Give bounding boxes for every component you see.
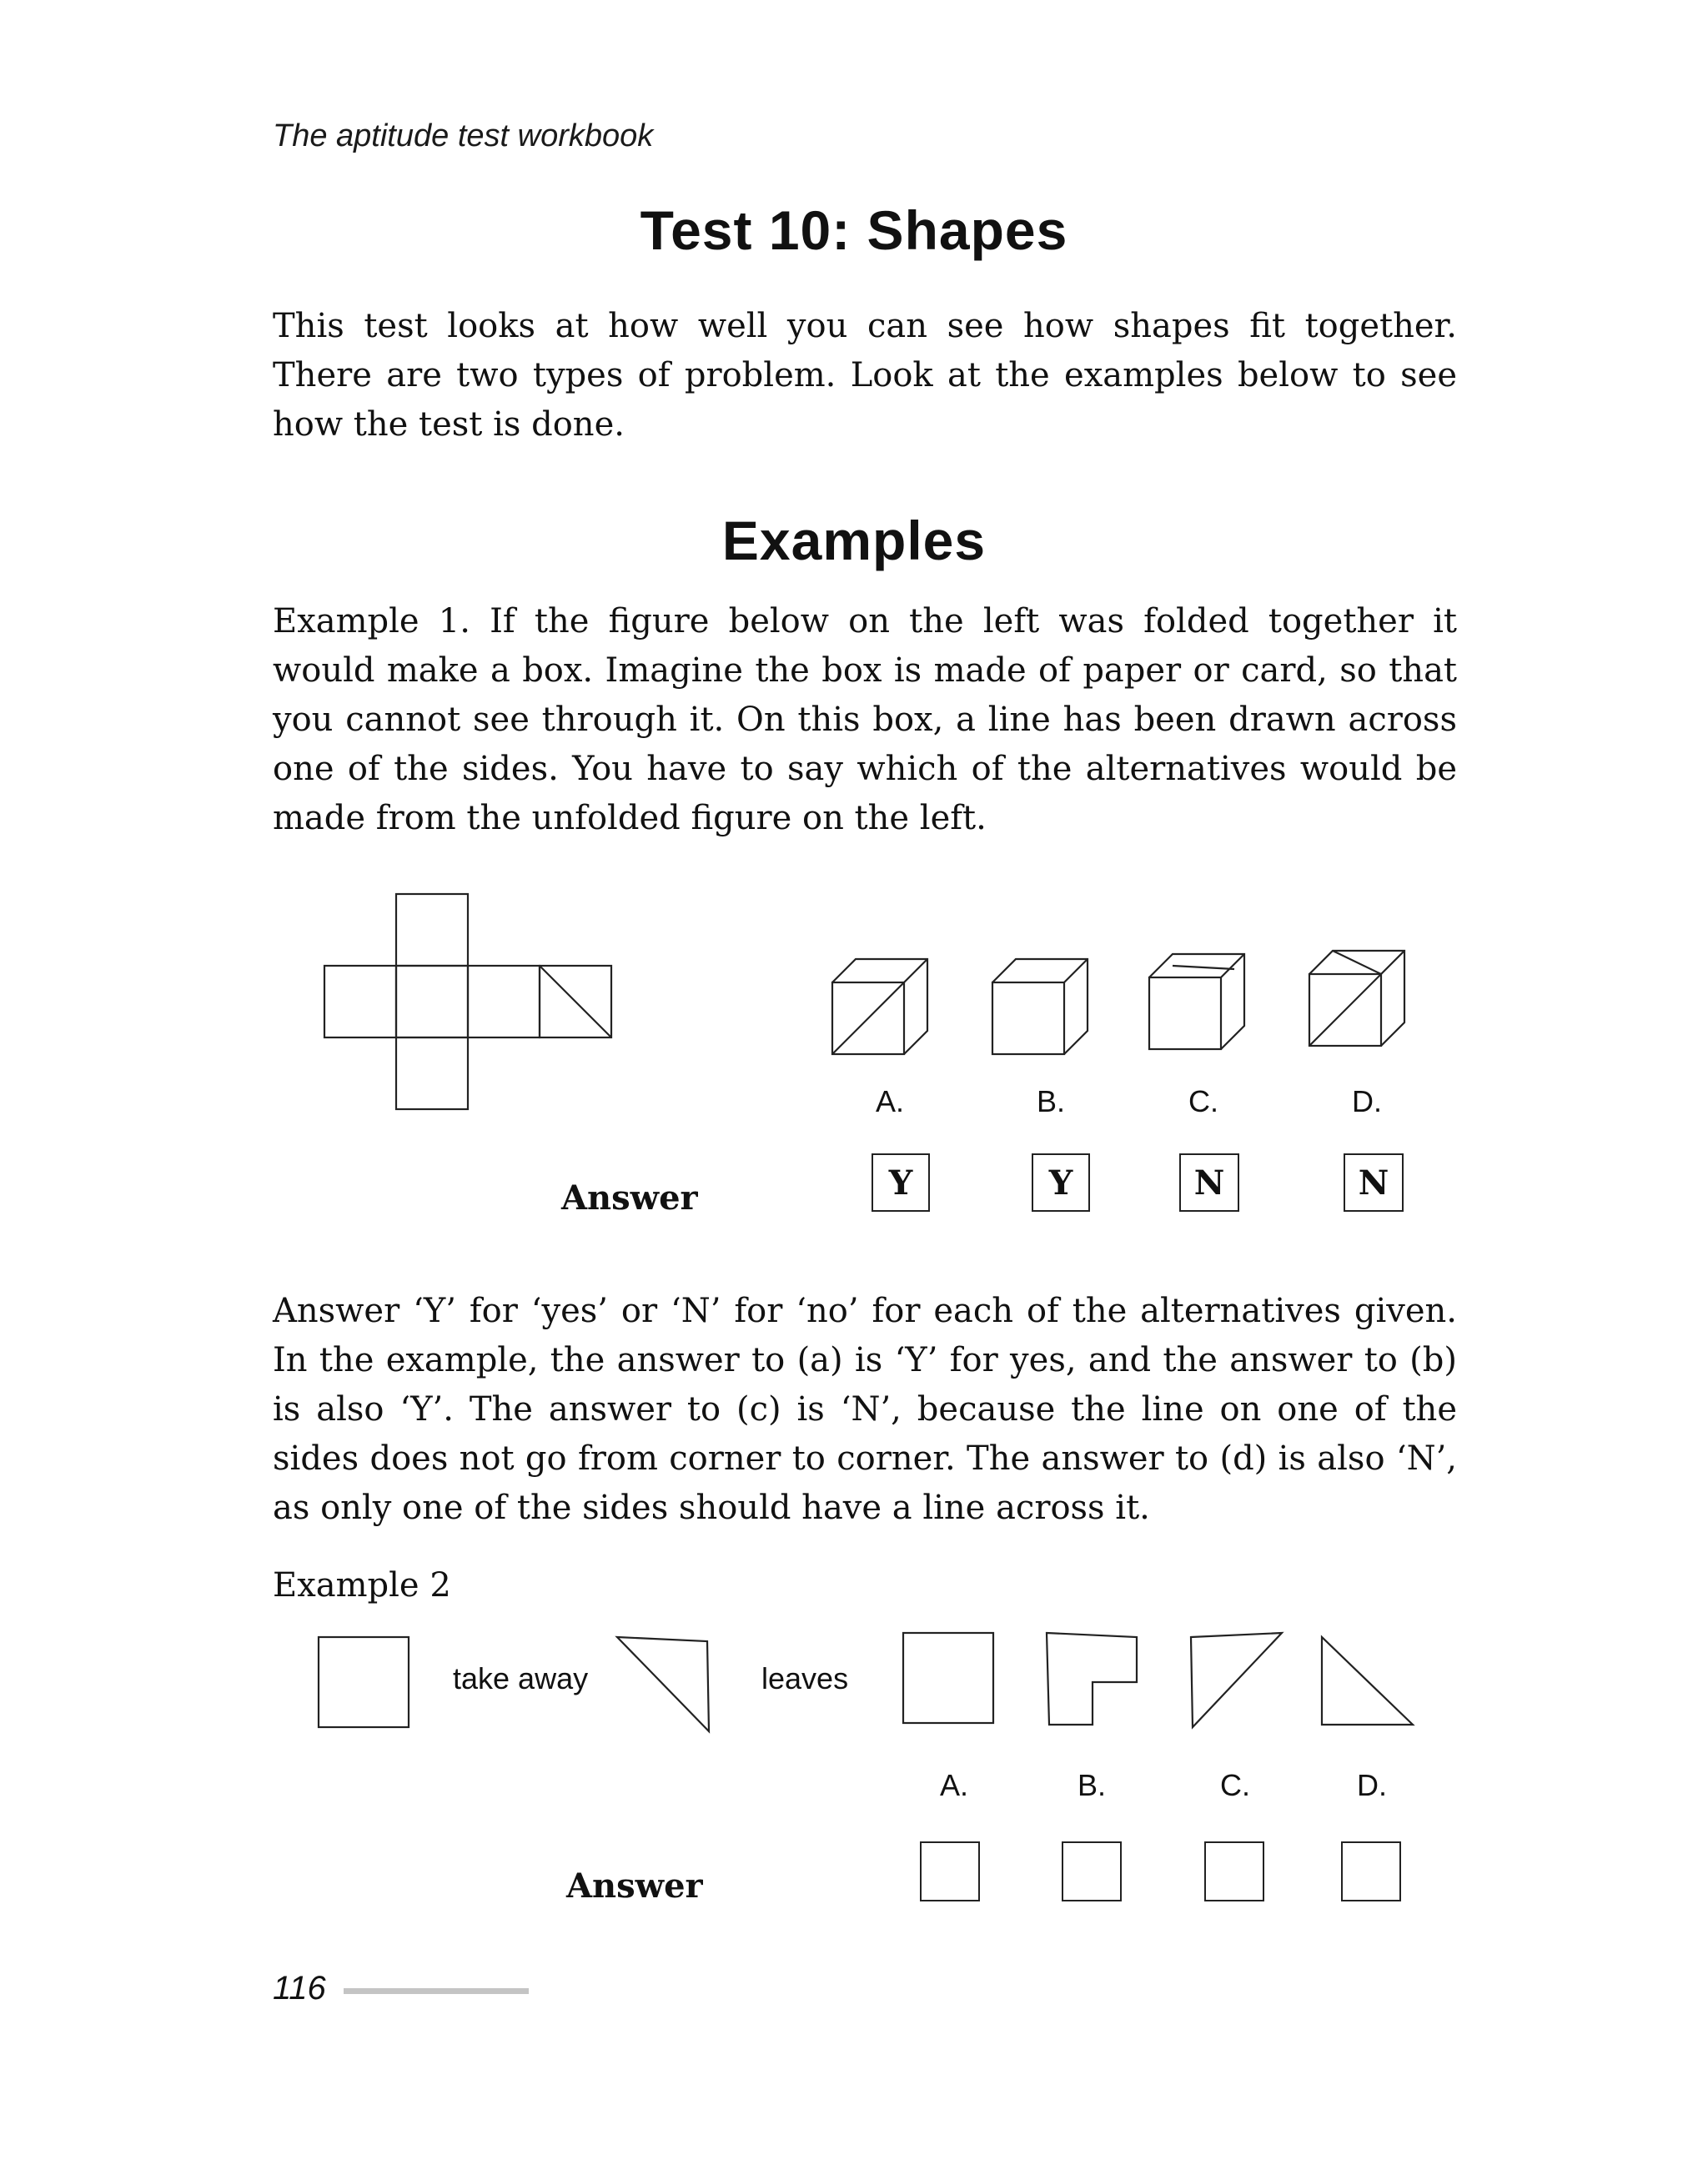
ex1-option-label-c: C. bbox=[1188, 1084, 1218, 1118]
shape-option-c bbox=[1191, 1633, 1282, 1727]
cube-option-b bbox=[992, 959, 1088, 1054]
example1-paragraph: Example 1. If the figure below on the left was folded together it would make a box. Imagine the box is made of paper or card, so that you cannot see through it. On this box, a line has been drawn across one of the sides. You have to say which of the alternatives would be made from the unfolded figure on the left. bbox=[273, 602, 1457, 837]
ex2-option-label-c: C. bbox=[1220, 1768, 1250, 1802]
intro-paragraph: This test looks at how well you can see how shapes fit together. There are two types of problem. Look at the examples below to see how the test is done. bbox=[273, 307, 1457, 444]
ex1-answer-box-c[interactable]: N bbox=[1179, 1153, 1239, 1212]
page-title: Test 10: Shapes bbox=[640, 199, 1068, 261]
ex2-answer-box-d[interactable] bbox=[1341, 1841, 1401, 1901]
ex2-option-label-a: A. bbox=[940, 1768, 969, 1802]
take-away-text: take away bbox=[453, 1661, 589, 1695]
ex1-answer-box-d[interactable]: N bbox=[1344, 1153, 1404, 1212]
shape-option-b bbox=[1047, 1633, 1137, 1725]
leaves-text: leaves bbox=[761, 1661, 849, 1695]
ex2-answer-box-a[interactable] bbox=[920, 1841, 980, 1901]
ex1-answer-label: Answer bbox=[561, 1178, 698, 1218]
ex1-answer-box-a[interactable]: Y bbox=[872, 1153, 930, 1212]
cube-option-c bbox=[1149, 954, 1244, 1049]
footer-rule bbox=[344, 1988, 529, 1994]
ex1-option-label-a: A. bbox=[876, 1084, 905, 1118]
running-head: The aptitude test workbook bbox=[273, 118, 654, 153]
cube-option-d bbox=[1309, 951, 1404, 1046]
ex2-answer-box-b[interactable] bbox=[1062, 1841, 1122, 1901]
cube-net-figure bbox=[324, 894, 611, 1109]
examples-heading: Examples bbox=[721, 510, 987, 571]
page-number: 116 bbox=[273, 1970, 326, 2007]
shape-option-d bbox=[1322, 1637, 1413, 1725]
example2-triangle-removed bbox=[617, 1637, 709, 1731]
ex2-option-label-b: B. bbox=[1078, 1768, 1107, 1802]
example2-square bbox=[319, 1637, 409, 1727]
ex1-option-label-d: D. bbox=[1352, 1084, 1382, 1118]
cube-option-a bbox=[832, 959, 927, 1054]
ex1-option-label-b: B. bbox=[1037, 1084, 1066, 1118]
ex2-option-label-d: D. bbox=[1357, 1768, 1387, 1802]
ex1-answer-box-b[interactable]: Y bbox=[1032, 1153, 1090, 1212]
ex2-answer-label: Answer bbox=[566, 1866, 703, 1906]
example2-label: Example 2 bbox=[273, 1566, 451, 1605]
ex2-answer-box-c[interactable] bbox=[1204, 1841, 1264, 1901]
shape-option-a bbox=[903, 1633, 993, 1723]
explanation-paragraph: Answer ‘Y’ for ‘yes’ or ‘N’ for ‘no’ for each of the alternatives given. In the example, the answer to (a) is ‘Y’ for yes, and the answer to (b) is also ‘Y’. The answer to (c) is ‘N’, because the line on one of the sides does not go from corner to corner. The answer to (d) is also ‘N’, as only one of the sides should have a line across it. bbox=[273, 1292, 1457, 1527]
